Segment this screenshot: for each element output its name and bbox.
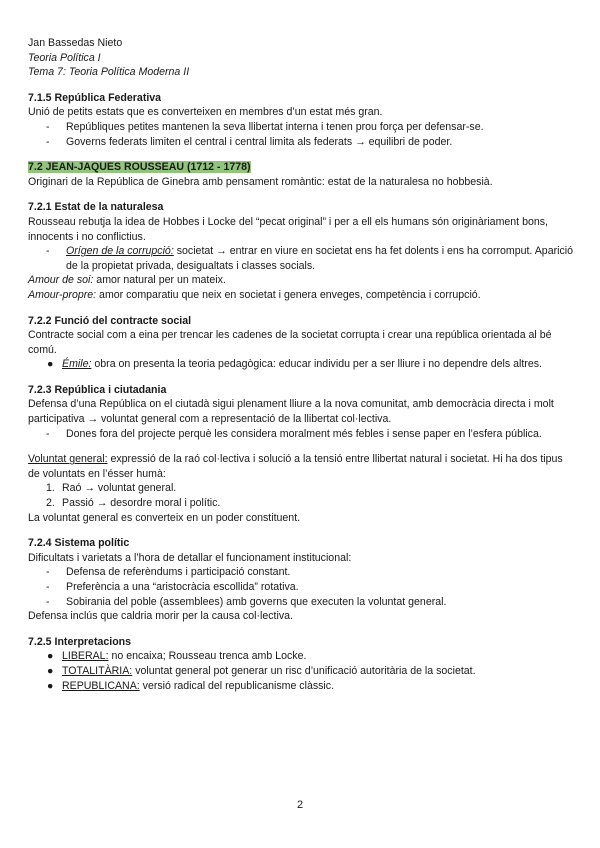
section-7-2-4-closing: Defensa inclús que caldria morir per la causa col·lectiva. [28,610,293,623]
section-7-2-4-intro: Dificultats i varietats a l’hora de detallar el funcionament institucional: [28,551,352,564]
list-item: - Preferència a una “aristocràcia escollida” rotativa. [28,580,576,595]
list-item: - Orígen de la corrupció: societat → entrar en viure en societat ens ha fet dolents i ens ha corromput. Aparició de la propietat privada, desigualtats i classes socials. [28,244,576,273]
list-item: ● Émile: obra on presenta la teoria pedagògica: educar individu per a ser lliure i no dependre dels altres. [28,357,576,372]
dash-marker: - [46,566,50,579]
term-republicana: REPUBLICANA: [62,679,140,692]
list-item: - Defensa de referèndums i participació constant. [28,565,576,580]
dash-marker: - [46,245,50,258]
section-7-2-2-heading: 7.2.2 Funció del contracte social [28,314,192,327]
dash-marker: - [46,581,50,593]
section-7-2-heading [28,160,576,175]
course-name: Teoria Política I [28,51,101,64]
document-page [28,36,576,693]
term-emile: Émile: [62,358,92,371]
bullet-marker: ● [47,650,54,663]
list-item: - Sobirania del poble (assemblees) amb governs que executen la voluntat general. [28,595,576,610]
page-number: 2 [296,799,304,811]
dash-marker: - [46,595,50,608]
bullet-marker: ● [47,664,54,677]
section-7-2-3-intro: Defensa d’una República on el ciutadà sigui plenament lliure a la nova comunitat, amb democràcia directa i molt participativa → voluntat general com a representació de la llibertat col·lectiva. [28,398,554,426]
section-7-1-5-heading: 7.1.5 República Federativa [28,91,162,104]
section-7-2-4-heading: 7.2.4 Sistema polític [28,537,130,550]
section-7-2-3-closing: La voluntat general es converteix en un poder constituent. [28,511,301,524]
bullet-marker: ● [47,358,54,371]
section-7-2-1-heading: 7.2.1 Estat de la naturalesa [28,201,164,214]
section-7-2-1-intro: Rousseau rebutja la idea de Hobbes i Locke del “pecat original” i per a ell els humans són originàriament bons, innocents i no conflictius. [28,215,548,243]
section-7-2-intro: Originari de la República de Ginebra amb pensament romàntic: estat de la naturalesa no hobbesià. [28,175,493,188]
amour-propre-line: Amour-propre: amor comparatiu que neix en societat i genera enveges, competència i corrupció. [28,288,481,301]
amour-de-soi-line: Amour de soi: amor natural per un mateix. [28,274,226,287]
section-7-2-3-heading: 7.2.3 República i ciutadania [28,383,167,396]
list-item: ● TOTALITÀRIA: voluntat general pot generar un risc d’unificació autoritària de la societat. [28,664,576,679]
section-7-1-5-intro: Unió de petits estats que es converteixen en membres d’un estat més gran. [28,106,383,119]
numbered-item: 1. Raó → voluntat general. [46,482,177,495]
term-liberal: LIBERAL: [62,650,109,663]
section-7-2-2-intro: Contracte social com a eina per trencar les cadenes de la societat corrupta i crear una república orientada al bé comú. [28,329,552,356]
author-name: Jan Bassedas Nieto [28,37,123,49]
topic-name: Tema 7: Teoria Política Moderna II [28,66,190,79]
list-item: - Dones fora del projecte perquè les considera moralment més febles i sense paper en l’esfera pública. [28,427,576,442]
numbered-item: 2. Passió → desordre moral i polític. [46,497,221,510]
bullet-marker: ● [47,679,54,692]
dash-marker: - [46,135,50,148]
list-item: ● REPUBLICANA: versió radical del republicanisme clàssic. [28,679,576,694]
dash-marker: - [46,120,50,133]
section-7-2-5-heading: 7.2.5 Interpretacions [28,635,132,648]
voluntat-general-paragraph: Voluntat general: expressió de la raó col·lectiva i solució a la tensió entre llibertat natural i societat. Hi ha dos tipus de voluntats en l’ésser humà: [28,453,563,480]
list-item: - Governs federats limiten el central i central limita als federats → equilibri de poder. [28,135,576,150]
term-voluntat-general: Voluntat general: [28,453,108,466]
dash-marker: - [46,427,50,440]
highlighted-title: 7.2 JEAN-JAQUES ROUSSEAU (1712 - 1778) [28,161,251,174]
term-totalitaria: TOTALITÀRIA: [62,664,133,677]
list-item: ● LIBERAL: no encaixa; Rousseau trenca amb Locke. [28,649,576,664]
list-item: - Repúbliques petites mantenen la seva llibertat interna i tenen prou força per defensar-se. [28,120,576,135]
term-origen-corrupcio: Orígen de la corrupció: [66,245,174,258]
